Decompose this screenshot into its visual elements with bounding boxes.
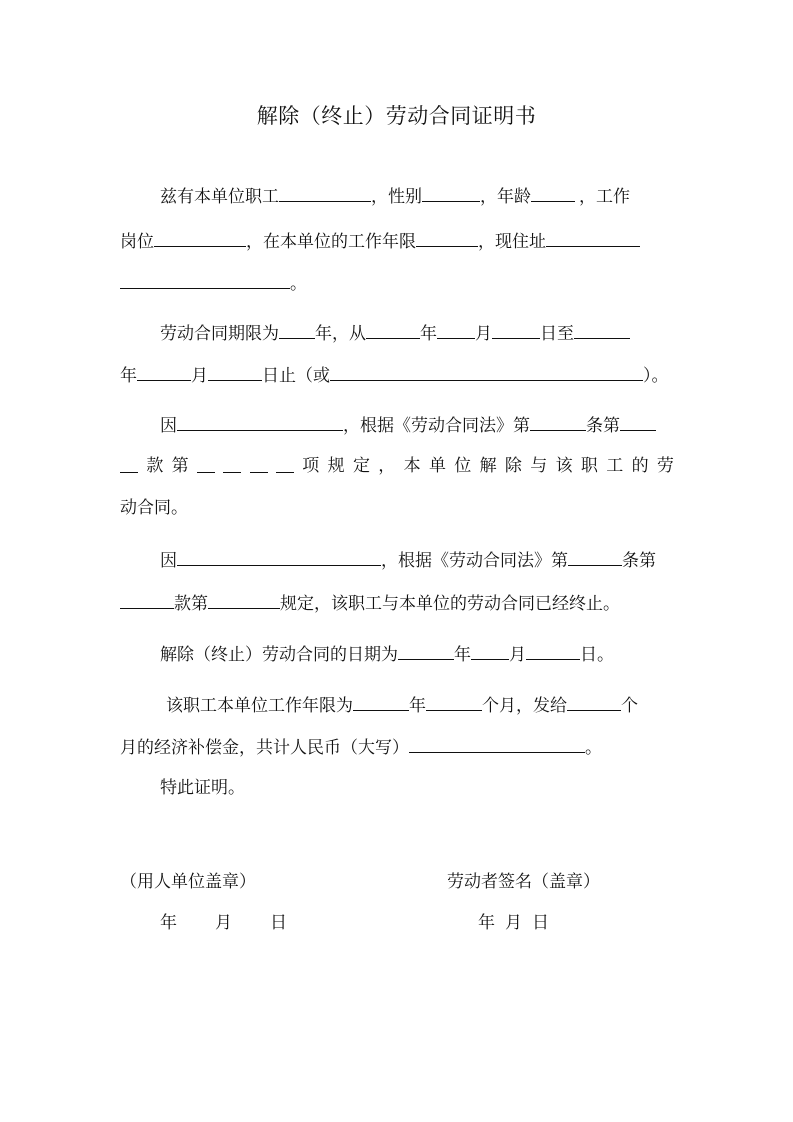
text: 年，从	[315, 324, 366, 344]
text: ，根据《劳动合同法》第	[381, 551, 568, 571]
end-date-year-blank[interactable]	[398, 641, 454, 660]
year-label: 年	[478, 913, 495, 933]
gender-blank[interactable]	[422, 183, 480, 202]
tenure-years-blank[interactable]	[353, 692, 409, 711]
text: 定	[352, 456, 370, 476]
text: 解除（终止）劳动合同的日期为	[160, 645, 398, 665]
address-blank-cont[interactable]	[120, 270, 290, 289]
employee-name-blank[interactable]	[279, 183, 371, 202]
text: 因	[160, 551, 177, 571]
text: 年	[454, 645, 471, 665]
text: 项	[302, 456, 320, 476]
text: 。	[290, 274, 307, 294]
employer-seal-label: （用人单位盖章）	[120, 872, 256, 892]
text: 个月，发给	[482, 696, 567, 716]
text: 动合同。	[120, 498, 188, 518]
paragraph-blank-2[interactable]	[120, 590, 174, 609]
text: 工	[606, 456, 624, 476]
closing-text: 特此证明。	[160, 778, 245, 798]
p3-line3	[120, 496, 674, 520]
text: 因	[160, 416, 177, 436]
text: 与	[530, 456, 548, 476]
text: 单	[428, 456, 446, 476]
p2-line1	[120, 320, 674, 346]
text: ，	[378, 456, 396, 476]
text: 月的经济补偿金，共计人民币（大写）	[120, 738, 409, 758]
text: 本	[403, 456, 421, 476]
worker-signature-label: 劳动者签名（盖章）	[447, 872, 600, 892]
start-day-blank[interactable]	[492, 320, 540, 339]
text: ，现住址	[478, 232, 546, 252]
p1-line3	[120, 270, 674, 296]
amount-in-words-blank[interactable]	[409, 734, 585, 753]
text: 条第	[586, 416, 620, 436]
p7-line1	[120, 776, 674, 800]
text: ，年龄	[480, 187, 531, 207]
p2-line2	[120, 362, 674, 388]
text: 个	[621, 696, 638, 716]
end-date-month-blank[interactable]	[471, 641, 509, 660]
end-month-blank[interactable]	[137, 362, 191, 381]
text: 兹有本单位职工	[160, 187, 279, 207]
age-blank[interactable]	[531, 183, 575, 202]
p3-line2	[120, 454, 674, 478]
compensation-months-blank[interactable]	[567, 692, 621, 711]
text: 的	[631, 456, 649, 476]
text: 日至	[540, 324, 574, 344]
text: 解	[479, 456, 497, 476]
item-blank-4[interactable]	[276, 454, 294, 473]
end-date-day-blank[interactable]	[526, 641, 580, 660]
document-title: 解除（终止）劳动合同证明书	[256, 104, 537, 128]
text: ，性别	[371, 187, 422, 207]
text: 月	[509, 645, 526, 665]
p6-line1	[120, 692, 674, 718]
text: 日止（或	[262, 366, 330, 386]
worker-date	[478, 911, 549, 935]
text: 年	[120, 366, 137, 386]
termination-reason-blank[interactable]	[177, 547, 381, 566]
p4-line1	[120, 547, 674, 573]
article-blank-2[interactable]	[568, 547, 622, 566]
address-blank[interactable]	[546, 228, 640, 247]
text: 月	[475, 324, 492, 344]
text: 岗位	[120, 232, 154, 252]
day-label: 日	[270, 913, 287, 933]
paragraph-blank-cont[interactable]	[120, 454, 138, 473]
term-years-blank[interactable]	[279, 320, 315, 339]
day-label: 日	[532, 913, 549, 933]
text: 规	[327, 456, 345, 476]
item-blank-3[interactable]	[250, 454, 268, 473]
text: 劳	[656, 456, 674, 476]
text: 劳动合同期限为	[160, 324, 279, 344]
text: 年	[420, 324, 437, 344]
text: 规定，该职工与本单位的劳动合同已经终止。	[280, 594, 620, 614]
text: 年	[409, 696, 426, 716]
p1-line2	[120, 228, 674, 254]
text: ，在本单位的工作年限	[246, 232, 416, 252]
p1-line1	[120, 183, 674, 209]
provision-blank[interactable]	[208, 590, 280, 609]
text: 除	[504, 456, 522, 476]
p3-line1	[120, 412, 674, 438]
year-label: 年	[160, 913, 177, 933]
work-years-blank[interactable]	[416, 228, 478, 247]
text: 款	[146, 456, 164, 476]
text: 款第	[174, 594, 208, 614]
month-label: 月	[505, 913, 522, 933]
reason-blank[interactable]	[177, 412, 343, 431]
alternative-term-blank[interactable]	[330, 362, 643, 381]
text: 日。	[580, 645, 614, 665]
text: 位	[454, 456, 472, 476]
text: 条第	[622, 551, 656, 571]
month-label: 月	[215, 913, 232, 933]
item-blank-2[interactable]	[223, 454, 241, 473]
end-year-blank[interactable]	[574, 320, 630, 339]
tenure-months-blank[interactable]	[426, 692, 482, 711]
text: 该	[555, 456, 573, 476]
item-blank-1[interactable]	[197, 454, 215, 473]
text: ）。	[643, 366, 669, 386]
p5-line1	[120, 641, 674, 667]
p4-line2	[120, 590, 674, 616]
text: 第	[171, 456, 189, 476]
text: 该职工本单位工作年限为	[166, 696, 353, 716]
article-blank[interactable]	[530, 412, 586, 431]
start-year-blank[interactable]	[366, 320, 420, 339]
start-month-blank[interactable]	[437, 320, 475, 339]
text: ，根据《劳动合同法》第	[343, 416, 530, 436]
paragraph-blank[interactable]	[620, 412, 656, 431]
text: 月	[191, 366, 208, 386]
position-blank[interactable]	[154, 228, 246, 247]
text: ，工作	[579, 187, 630, 207]
text: 。	[585, 738, 602, 758]
text: 职	[580, 456, 598, 476]
end-day-blank[interactable]	[208, 362, 262, 381]
p6-line2	[120, 734, 674, 760]
employer-date	[160, 911, 287, 935]
